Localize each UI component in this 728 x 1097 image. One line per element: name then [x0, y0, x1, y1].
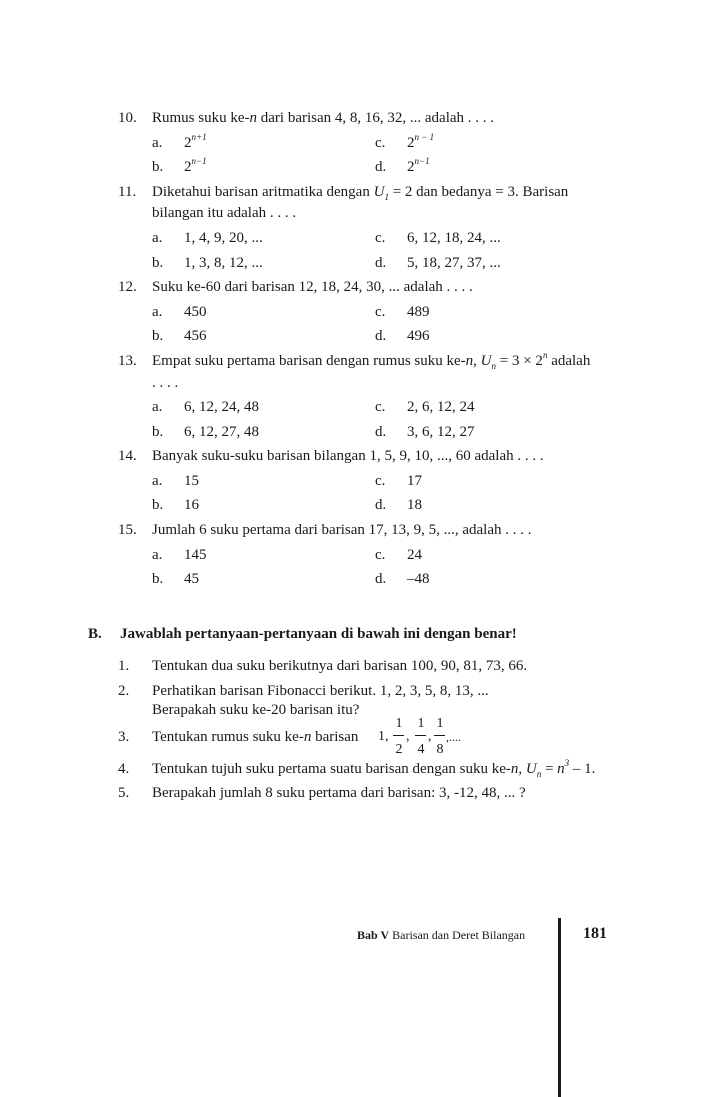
essay-text: Tentukan tujuh suku pertama suatu barisan dengan suku ke-n, $U_n = n^3 - 1$.: [152, 758, 596, 779]
sequence-separator: ,: [406, 729, 410, 744]
option-letter: a.: [152, 304, 163, 320]
question-text-line2: bilangan itu adalah . . . .: [152, 205, 297, 221]
question-text: Rumus suku ke-n dari barisan 4, 8, 16, 32, ... adalah . . . .: [152, 110, 495, 126]
essay-number: 1.: [118, 658, 130, 674]
option-letter: c.: [375, 473, 386, 489]
fraction-bar: [434, 735, 445, 736]
option-text: 456: [184, 328, 207, 344]
option-letter: c.: [375, 230, 386, 246]
option-letter: c.: [375, 399, 386, 415]
option-letter: d.: [375, 424, 387, 440]
option-text: 489: [407, 304, 430, 320]
essay-text-line2: Berapakah suku ke-20 barisan itu?: [152, 702, 360, 718]
option-letter: b.: [152, 424, 164, 440]
fraction-denominator: 8: [436, 742, 444, 757]
fraction-numerator: 1: [417, 716, 425, 731]
sequence-ellipsis: ,....: [446, 730, 461, 744]
essay-number: 4.: [118, 761, 130, 777]
option-text: 1, 4, 9, 20, ...: [184, 230, 263, 246]
option-letter: d.: [375, 497, 387, 513]
question-text: Suku ke-60 dari barisan 12, 18, 24, 30, ... adalah . . . .: [152, 279, 473, 295]
essay-text: Tentukan dua suku berikutnya dari barisan 100, 90, 81, 73, 66.: [152, 658, 528, 674]
section-heading: Jawablah pertanyaan-pertanyaan di bawah ini dengan benar!: [120, 626, 517, 642]
essay-number: 3.: [118, 729, 130, 745]
option-text: 1, 3, 8, 12, ...: [184, 255, 263, 271]
question-number: 12.: [118, 279, 137, 295]
fraction-numerator: 1: [436, 716, 444, 731]
question-text: Banyak suku-suku barisan bilangan 1, 5, 9, 10, ..., 60 adalah . . . .: [152, 448, 544, 464]
question-number: 13.: [118, 353, 137, 369]
option-letter: d.: [375, 255, 387, 271]
option-letter: d.: [375, 328, 387, 344]
essay-text: Perhatikan barisan Fibonacci berikut. 1, 2, 3, 5, 8, 13, ...: [152, 683, 489, 699]
question-text: Diketahui barisan aritmatika dengan $U_1 = 2$ dan bedanya = 3. Barisan: [152, 184, 569, 202]
option-text: $2^{n+1}$: [184, 132, 207, 151]
fraction-denominator: 4: [417, 742, 425, 757]
option-letter: b.: [152, 159, 164, 175]
option-letter: d.: [375, 159, 387, 175]
question-text-line2: . . . .: [152, 375, 179, 391]
question-text: Jumlah 6 suku pertama dari barisan 17, 13, 9, 5, ..., adalah . . . .: [152, 522, 532, 538]
option-letter: b.: [152, 255, 164, 271]
option-letter: a.: [152, 547, 163, 563]
footer-divider: [558, 918, 561, 1097]
option-letter: a.: [152, 135, 163, 151]
sequence-first-term: 1,: [378, 729, 389, 744]
option-text: 2, 6, 12, 24: [407, 399, 475, 415]
option-letter: c.: [375, 304, 386, 320]
option-letter: b.: [152, 571, 164, 587]
option-text: 145: [184, 547, 207, 563]
option-text: 16: [184, 497, 199, 513]
option-text: $2^{n-1}$: [184, 156, 207, 175]
option-text: 3, 6, 12, 27: [407, 424, 475, 440]
option-text: 450: [184, 304, 207, 320]
chapter-reference: Bab V Barisan dan Deret Bilangan: [357, 928, 526, 942]
option-text: 6, 12, 18, 24, ...: [407, 230, 501, 246]
option-text: $2^{n-1}$: [407, 156, 430, 175]
essay-number: 2.: [118, 683, 130, 699]
option-letter: c.: [375, 135, 386, 151]
option-letter: c.: [375, 547, 386, 563]
option-text: $2^{n - 1}$: [407, 132, 435, 151]
option-letter: a.: [152, 230, 163, 246]
option-letter: b.: [152, 497, 164, 513]
option-letter: b.: [152, 328, 164, 344]
fraction-denominator: 2: [395, 742, 403, 757]
option-letter: a.: [152, 473, 163, 489]
essay-text: Berapakah jumlah 8 suku pertama dari barisan: 3, -12, 48, ... ?: [152, 785, 526, 801]
question-number: 11.: [118, 184, 137, 200]
option-text: 24: [407, 547, 422, 563]
option-text: 45: [184, 571, 199, 587]
option-text: 17: [407, 473, 422, 489]
question-number: 10.: [118, 110, 137, 126]
option-text: 5, 18, 27, 37, ...: [407, 255, 501, 271]
fraction-bar: [415, 735, 426, 736]
question-number: 15.: [118, 522, 137, 538]
option-text: –48: [407, 571, 430, 587]
option-text: 15: [184, 473, 199, 489]
page-number: 181: [583, 925, 607, 942]
essay-number: 5.: [118, 785, 130, 801]
question-text: Empat suku pertama barisan dengan rumus suku ke-n, $U_n = 3 \times 2^n$ adalah: [152, 350, 591, 371]
question-number: 14.: [118, 448, 137, 464]
option-text: 496: [407, 328, 430, 344]
option-text: 6, 12, 27, 48: [184, 424, 259, 440]
essay-text: Tentukan rumus suku ke-n barisan: [152, 729, 359, 745]
option-text: 6, 12, 24, 48: [184, 399, 259, 415]
fraction-numerator: 1: [395, 716, 403, 731]
fraction-bar: [393, 735, 404, 736]
option-letter: a.: [152, 399, 163, 415]
section-letter: B.: [88, 626, 102, 642]
sequence-separator: ,: [428, 729, 432, 744]
option-letter: d.: [375, 571, 387, 587]
option-text: 18: [407, 497, 422, 513]
